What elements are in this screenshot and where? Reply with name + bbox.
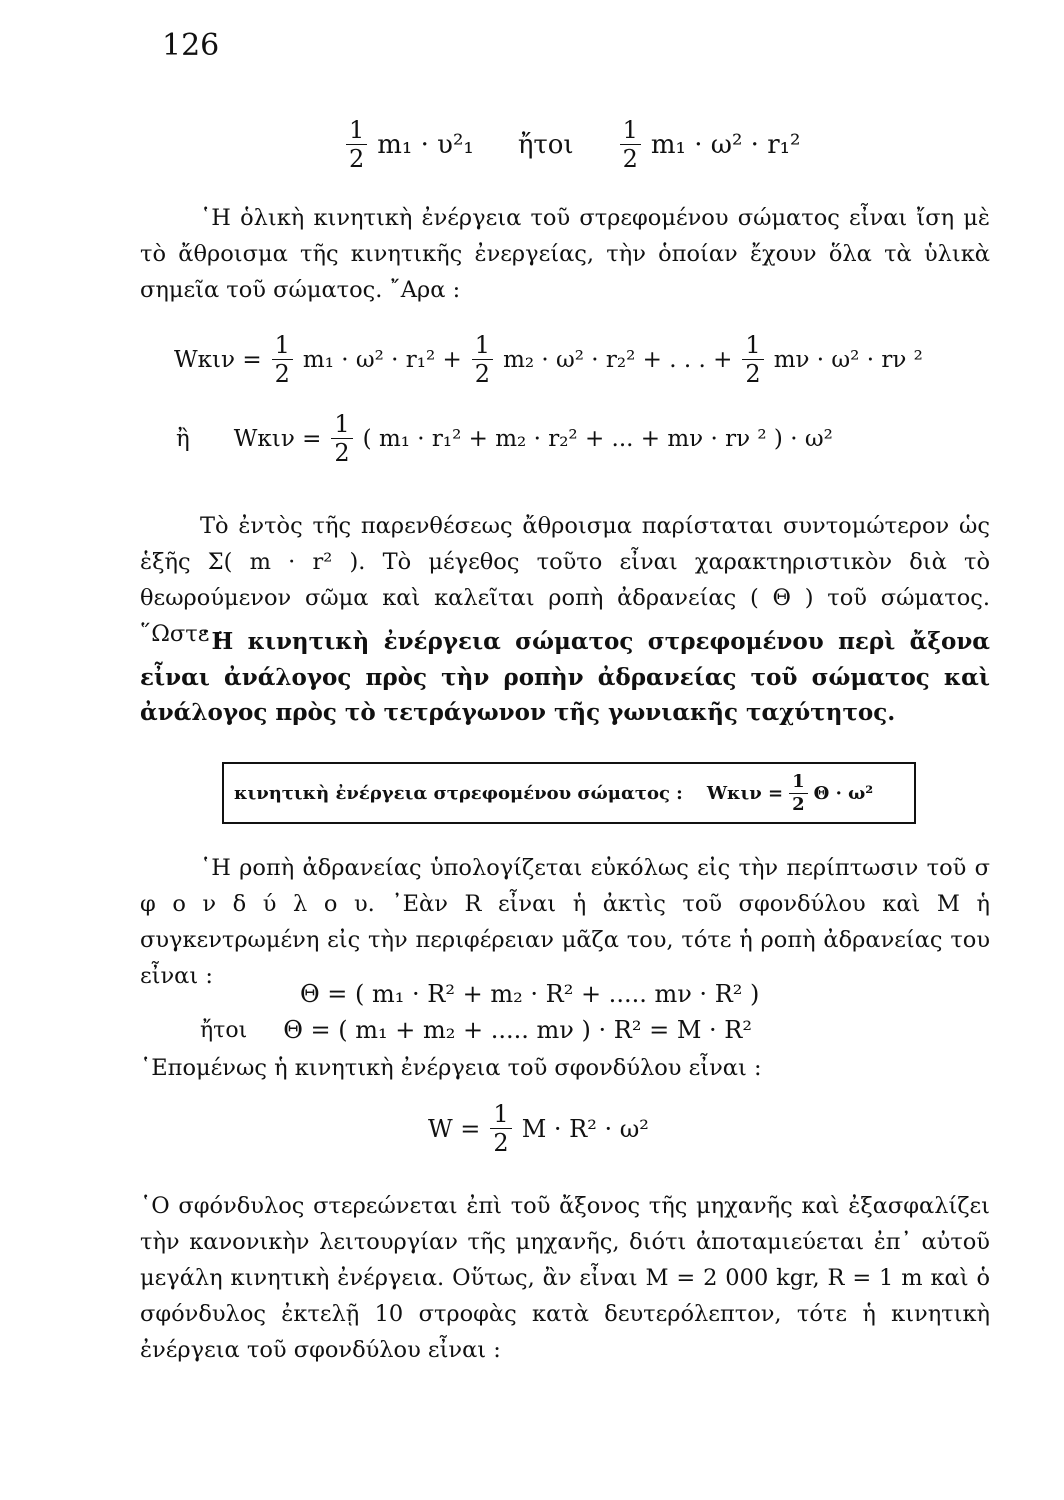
fraction-half: $\frac{1}{2}$ <box>331 412 352 465</box>
equation-term: m₁ · ω² · r₁² <box>650 129 801 160</box>
equation-kinetic-factored: ἢ Wκιν = $\frac{1}{2}$ ( m₁ · r₁² + m₂ · r₂² + ... + mν · rν ² ) · ω² <box>176 410 833 467</box>
fraction-half: $\frac{1}{2}$ <box>346 118 367 171</box>
fraction-half: $\frac{1}{2}$ <box>490 1102 511 1155</box>
equation-kinetic-sum: Wκιν = $\frac{1}{2}$ m₁ · ω² · r₁² + $\frac{1}{2}$ m₂ · ω² · r₂² + . . . + $\frac{1}{2}$ mν · ω² · rν ² <box>174 331 923 388</box>
paragraph-total-energy: ῾Η ὁλικὴ κινητικὴ ἐνέργεια τοῦ στρεφομένου σώματος εἶναι ἴση μὲ τὸ ἄθροισμα τῆς κινητικῆς ἐνεργείας, τὴν ὁποίαν ἔχουν ὅλα τὰ ὑλικὰ σημεῖα τοῦ σώματος. ῎Αρα : <box>140 205 990 303</box>
equation-connector: ἤτοι <box>517 129 574 160</box>
boxed-formula-label: κινητικὴ ἐνέργεια στρεφομένου σώματος : <box>234 782 683 804</box>
bold-statement: ῾Η κινητικὴ ἐνέργεια σώματος στρεφομένου περὶ ἄξονα εἶναι ἀνάλογος πρὸς τὴν ροπὴν ἀδρανείας τοῦ σώματος καὶ ἀνάλογος πρὸς τὸ τετράγωνον τῆς γωνιακῆς ταχύτητος. <box>140 628 990 727</box>
paragraph-flywheel-example: ῾Ο σφόνδυλος στερεώνεται ἐπὶ τοῦ ἄξονος τῆς μηχανῆς καὶ ἐξασφαλίζει τὴν κανονικὴν λειτουργίαν τῆς μηχανῆς, διότι ἀποταμιεύεται ἐπ᾿ αὐτοῦ μεγάλη κινητικὴ ἐνέργεια. Οὕτως, ἂν εἶναι M = 2 000 kgr, R = 1 m καὶ ὁ σφόνδυλος ἐκτελῇ 10 στροφὰς κατὰ δευτερόλεπτον, τότε ἡ κινητικὴ ἐνέργεια τοῦ σφονδύλου εἶναι : <box>140 1193 990 1363</box>
equation-flywheel-energy: W = $\frac{1}{2}$ M · R² · ω² <box>428 1100 649 1157</box>
paragraph-flywheel-inertia: ῾Η ροπὴ ἀδρανείας ὑπολογίζεται εὐκόλως εἰς τὴν περίπτωσιν τοῦ σ φ ο ν δ ύ λ ο υ. ᾿Εὰν R εἶναι ἡ ἀκτὶς τοῦ σφονδύλου καὶ M ἡ συγκεντρωμένη εἰς τὴν περιφέρειαν μᾶζα του, τότε ἡ ροπὴ ἀδρανείας του εἶναι : <box>140 855 990 989</box>
boxed-formula: κινητικὴ ἐνέργεια στρεφομένου σώματος : Wκιν = $\frac{1}{2}$ Θ · ω² <box>222 762 916 824</box>
paragraph-flywheel-energy-intro: ῾Επομένως ἡ κινητικὴ ἐνέργεια τοῦ σφονδύλου εἶναι : <box>140 1055 762 1081</box>
page-number: 126 <box>162 28 220 63</box>
equation-kinetic-point <box>340 118 804 171</box>
equation-theta-2: ἤτοι Θ = ( m₁ + m₂ + ..... mν ) · R² = M · R² <box>200 1016 752 1044</box>
equation-theta-1: Θ = ( m₁ · R² + m₂ · R² + ..... mν · R² ) <box>300 980 760 1008</box>
paragraph-moment-of-inertia: Τὸ ἐντὸς τῆς παρενθέσεως ἄθροισμα παρίσταται συντομώτερον ὡς ἑξῆς Σ( m · r² ). Τὸ μέγεθος τοῦτο εἶναι χαρακτηριστικὸν διὰ τὸ θεωρούμενον σῶμα καὶ καλεῖται ροπὴ ἀδρανείας ( Θ ) τοῦ σώματος. ῞Ωστε : <box>140 513 990 647</box>
fraction-half: $\frac{1}{2}$ <box>272 333 293 386</box>
fraction-half: $\frac{1}{2}$ <box>742 333 763 386</box>
equation-term: m₁ · υ²₁ <box>377 129 474 160</box>
fraction-half: $\frac{1}{2}$ <box>620 118 641 171</box>
fraction-half: $\frac{1}{2}$ <box>472 333 493 386</box>
fraction-half: $\frac{1}{2}$ <box>789 773 808 814</box>
